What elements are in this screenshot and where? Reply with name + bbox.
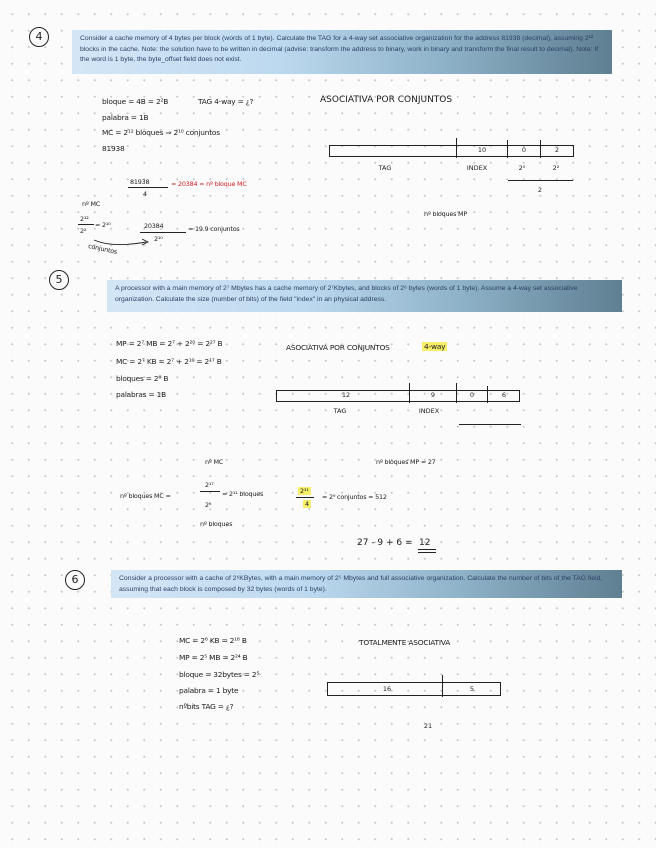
tag-question: TAG 4-way = ¿? — [198, 97, 254, 106]
organization-title: ASOCIATIVA POR CONJUNTOS — [286, 343, 390, 352]
conj-denominator: 4 — [305, 500, 309, 508]
index-bits: 9 — [430, 391, 436, 399]
frac-result: = 2¹⁰ — [95, 221, 111, 229]
conj-numerator: 2¹¹ — [300, 487, 309, 495]
mc-label: nº MC — [82, 200, 101, 208]
calc-denominator: 2¹⁰ — [154, 235, 163, 243]
exercise-statement: A processor with a main memory of 2⁷ Mbytes has a cache memory of 2⁷Kbytes, and blocks of 2⁶ bytes (words of 1 byte). Assume a 4-way set associative organization. Calculate the size (number of bits) of the field "index" in an physical address. — [107, 280, 622, 312]
word-bits: 5 — [469, 685, 475, 693]
calc-denominator: 4 — [143, 190, 147, 198]
calc-numerator: 20384 — [144, 222, 164, 230]
exercise-statement: Consider a cache memory of 4 bytes per block (words of 1 byte). Calculate the TAG for a 4-way set associative organization for the address 81938 (decimal), assuming 2¹² blocks in the cache. Note: the solution have to be written in decimal (advise: transform the address to binary, work in binary and transform the final result to decimal). Note: If the word is 1 byte, the byte_offset field does not exist. — [72, 30, 612, 74]
note-line: MC = 2¹² bloques ⇒ 2¹⁰ conjuntos — [102, 128, 220, 137]
offset-bits: 0 — [521, 146, 527, 154]
offset-bits: 0 — [469, 391, 475, 399]
frac-numerator: 2¹² — [80, 215, 89, 223]
index-label: INDEX — [466, 164, 488, 172]
tag-bits: 16 — [382, 685, 392, 693]
mc-blocks-label: nº bloques MC = — [120, 492, 171, 500]
tag-bits: 12 — [341, 391, 351, 399]
frac-result: = 2¹¹ bloques — [222, 490, 264, 498]
tag-label: TAG — [333, 407, 347, 415]
calc-numerator: 81938 — [130, 178, 150, 186]
exercise-number: 6 — [65, 570, 85, 590]
word-bits: 2 — [554, 146, 560, 154]
sets-label: conjuntos — [87, 242, 118, 256]
power-label: 2⁰ — [518, 164, 526, 172]
mp-blocks-label: nº bloques MP — [424, 210, 468, 218]
note-line: MC = 2⁷ KB = 2⁷ + 2¹⁰ = 2¹⁷ B — [116, 357, 222, 366]
tag-label: TAG — [378, 164, 392, 172]
arrow-icon — [92, 234, 152, 248]
final-calc: 27 - 9 + 6 = — [357, 538, 413, 548]
sum-label: 2 — [537, 186, 543, 194]
index-label: INDEX — [418, 407, 440, 415]
frac-numerator: 2¹⁷ — [205, 481, 214, 489]
word-bits: 6 — [501, 391, 507, 399]
note-line: bloque = 32bytes = 2⁵ — [179, 670, 260, 679]
total-bits: 21 — [423, 722, 433, 730]
note-line: MC = 2⁶ KB = 2¹⁶ B — [179, 636, 247, 645]
frac-denominator: 2² — [80, 227, 87, 235]
note-line: MP = 2⁷ MB = 2⁷ + 2²⁰ = 2²⁷ B — [116, 339, 223, 348]
exercise-number: 5 — [49, 270, 69, 290]
note-line: 81938 — [102, 144, 125, 153]
exercise-statement: Consider a processor with a cache of 2⁶KBytes, with a main memory of 2⁵ Mbytes and full associative organization. Calculate the number of bits of the TAG field, assuming that each block is composed by 32 bytes (words of 1 byte). — [111, 570, 622, 598]
index-bits: 10 — [477, 146, 487, 154]
calc-result: = 19.9 conjuntos — [188, 225, 240, 233]
organization-title: TOTALMENTE ASOCIATIVA — [359, 638, 451, 647]
conj-result: = 2⁹ conjuntos = 512 — [322, 493, 387, 501]
mc-label: nº MC — [205, 458, 224, 466]
exercise-number: 4 — [29, 27, 49, 47]
calc-result: = 20384 = nº bloque MC — [171, 180, 247, 188]
final-result: 12 — [419, 538, 431, 548]
frac-denominator: 2⁶ — [205, 501, 212, 509]
power-label: 2² — [552, 164, 560, 172]
note-line: palabra = 1B — [102, 113, 149, 122]
note-line: bloques = 2⁶ B — [116, 374, 169, 383]
organization-title: ASOCIATIVA POR CONJUNTOS — [320, 95, 453, 105]
note-line: palabras = 1B — [116, 390, 166, 399]
blocks-label: nº bloques — [200, 520, 233, 528]
note-line: palabra = 1 byte — [179, 686, 239, 695]
note-line: nºbits TAG = ¿? — [179, 702, 234, 711]
note-line: MP = 2⁵ MB = 2²⁴ B — [179, 653, 248, 662]
way-highlight: 4-way — [424, 342, 446, 351]
note-line: bloque = 4B = 2²B — [102, 97, 169, 106]
mp-blocks-label: nº bloques MP = 27 — [376, 458, 436, 466]
